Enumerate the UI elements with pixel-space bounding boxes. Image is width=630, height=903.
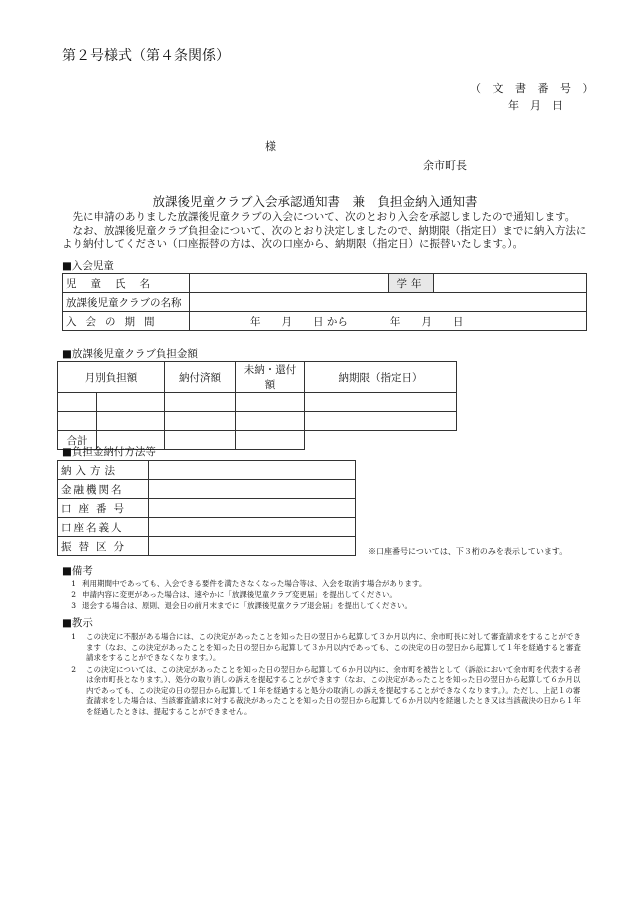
fee-header-monthly: 月別負担額 [58,362,165,393]
fee-total-label: 合計 [58,431,97,450]
grade-value[interactable] [434,274,587,293]
fee-cell[interactable] [165,393,236,412]
payment-table [57,460,356,556]
child-name-value[interactable] [190,274,389,293]
period-label: 入会の期間 [63,312,190,331]
child-name-label: 児童氏名 [63,274,190,293]
club-name-label: 放課後児童クラブの名称 [63,293,190,312]
fee-cell[interactable] [97,412,165,431]
fee-cell[interactable] [97,393,165,412]
fee-cell[interactable] [165,412,236,431]
fee-header-paid: 納付済額 [165,362,236,393]
fee-cell[interactable] [305,393,457,412]
issuer: 余市町長 [423,159,467,172]
payment-method-label: 納入方法 [58,461,149,480]
payment-method-value[interactable] [149,461,356,480]
section-payment-heading: ■負担金納付方法等 [62,446,156,458]
document-number: （ 文 書 番 号 ） [470,82,598,95]
fee-cell[interactable] [58,393,97,412]
bank-name-label: 金融機関名 [58,480,149,499]
fee-total-paid[interactable] [165,431,236,450]
remarks-list [62,578,587,611]
remark-item: 3 退会する場合は、原則、退会日の前月末までに「放課後児童クラブ退会届」を提出してください。 [71,601,412,610]
instruction-list [62,632,587,718]
transfer-type-label: 振替区分 [58,537,149,556]
fee-cell[interactable] [305,412,457,431]
fee-cell[interactable] [58,412,97,431]
fee-total-unpaid[interactable] [236,431,305,450]
instruction-item: 2 この決定については、この決定があったことを知った日の翌日から起算して６か月以内に、余市町を被告として（訴訟において余市町を代表する者は余市町長となります。）、処分の取り消しの訴えを提起することができます（なお、この決定があったことを知った日の翌日から起算して６か月以内であっても、この決定の日の翌日から起算して１年を経過すると処分の取消しの訴えを提起することができなくなります。）。ただし、上記１の審査請求をした場合は、当該審査請求に対する裁決があったことを知った日の翌日から起算して６か月以内を経過したとき又は当該裁決の日から１年を経過したときは、提起することができません。 [71,664,581,716]
form-number: 第２号様式（第４条関係） [62,48,230,64]
remark-item: 2 申請内容に変更があった場合は、速やかに「放課後児童クラブ変更届」を提出してください。 [71,590,397,599]
fee-cell[interactable] [236,412,305,431]
section-instruction-heading: ■教示 [62,617,93,629]
fee-blank [305,431,457,450]
intro-line-2: なお、放課後児童クラブ負担金について、次のとおり決定しましたので、納期限（指定日）までに納入方法により納付してください（口座振替の方は、次の口座から、納期限（指定日）に振替いたします。）。 [62,224,587,250]
account-holder-value[interactable] [149,518,356,537]
intro-line-1: 先に申請のありました放課後児童クラブの入会について、次のとおり入会を承認しましたので通知します。 [62,211,576,223]
fee-table [57,361,457,450]
bank-name-value[interactable] [149,480,356,499]
remark-item: 1 利用期間中であっても、入会できる要件を満たさなくなった場合等は、入会を取消す場合があります。 [71,579,427,588]
account-note: ※口座番号については、下３桁のみを表示しています。 [368,547,568,556]
section-remarks-heading: ■備考 [62,565,93,577]
instruction-item: 1 この決定に不服がある場合には、この決定があったことを知った日の翌日から起算して３か月以内に、余市町長に対して審査請求をすることができます（なお、この決定があったことを知った日の翌日から起算して３か月以内であっても、この決定の日の翌日から起算して１年を経過すると審査請求をすることができなくなります。）。 [71,632,581,662]
addressee-suffix: 様 [265,140,276,153]
fee-header-unpaid: 未納・還付額 [236,362,305,393]
child-table [62,273,587,331]
period-value: 年 月 日 から 年 月 日 [190,312,587,331]
document-title: 放課後児童クラブ入会承認通知書 兼 負担金納入通知書 [152,194,478,209]
intro-paragraph [62,211,587,252]
account-number-value[interactable] [149,499,356,518]
section-child-heading: ■入会児童 [62,260,114,272]
club-name-value[interactable] [190,293,587,312]
fee-cell[interactable] [236,393,305,412]
account-holder-label: 口座名義人 [58,518,149,537]
section-fee-heading: ■放課後児童クラブ負担金額 [62,348,198,360]
fee-header-due: 納期限（指定日） [305,362,457,393]
account-number-label: 口座番号 [58,499,149,518]
grade-label: 学年 [389,274,434,293]
transfer-type-value[interactable] [149,537,356,556]
date-line: 年 月 日 [508,99,563,112]
